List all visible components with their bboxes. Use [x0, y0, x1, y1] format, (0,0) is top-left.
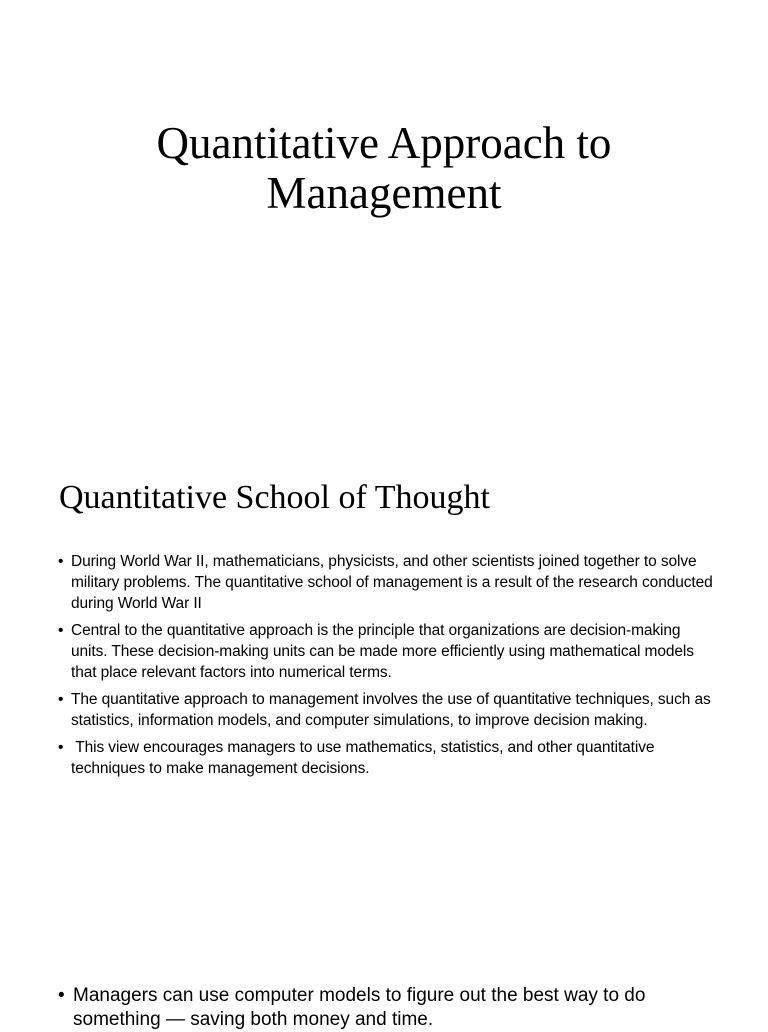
bullet-text: The quantitative approach to management involves the use of quantitative techniques, such as statistics, information models, and computer simulations, to improve decision making.	[71, 691, 711, 729]
list-item	[58, 737, 718, 779]
bullet-icon: •	[58, 985, 65, 1006]
slide-quantitative-school	[0, 420, 768, 940]
bullet-list	[58, 984, 728, 1032]
list-item	[58, 620, 718, 683]
slide-title-heading	[0, 118, 768, 218]
slide-heading: Quantitative School of Thought	[59, 479, 490, 516]
bullet-icon: •	[58, 691, 64, 708]
list-item	[58, 689, 718, 731]
slide-computer-models	[0, 940, 768, 1030]
bullet-list	[58, 551, 718, 785]
title-line-2: Management	[266, 168, 502, 218]
bullet-text: This view encourages managers to use mathematics, statistics, and other quantitative techniques to make management decisions.	[71, 739, 659, 777]
bullet-icon: •	[58, 622, 64, 639]
bullet-icon: •	[58, 553, 64, 570]
bullet-text: During World War II, mathematicians, physicists, and other scientists joined together to solve military problems. The quantitative school of management is a result of the research conducted during World War II	[71, 553, 713, 612]
list-item	[58, 984, 728, 1032]
bullet-text: Central to the quantitative approach is the principle that organizations are decision-making units. These decision-making units can be made more efficiently using mathematical models that place relevant factors into numerical terms.	[71, 622, 694, 681]
title-line-1: Quantitative Approach to	[156, 118, 612, 168]
bullet-text: Managers can use computer models to figure out the best way to do something — saving both money and time.	[73, 985, 646, 1030]
list-item	[58, 551, 718, 614]
slide-title	[0, 0, 768, 420]
bullet-icon: •	[58, 739, 64, 756]
